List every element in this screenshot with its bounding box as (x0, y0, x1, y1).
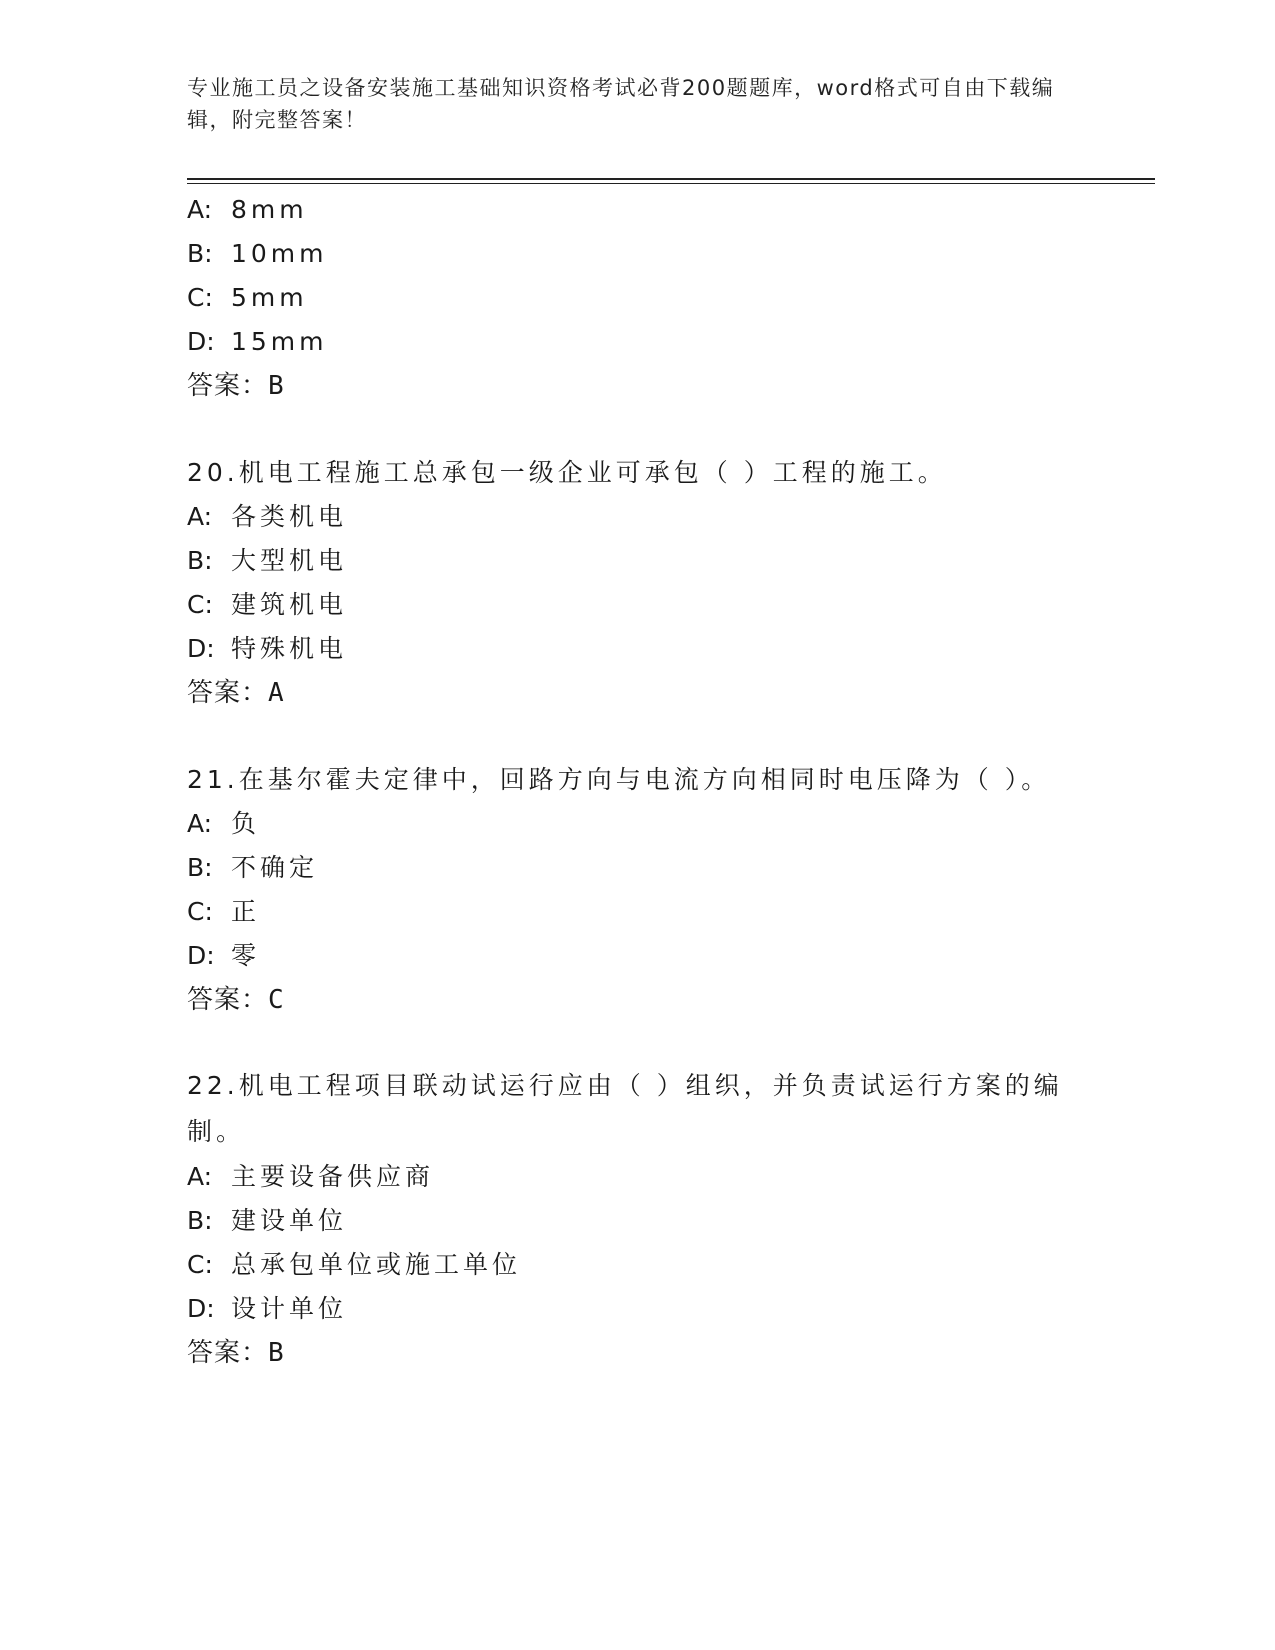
q20-option-b (187, 544, 347, 578)
answer-value: C (268, 985, 285, 1015)
q20-option-a (187, 500, 347, 534)
q22-option-a (187, 1160, 434, 1194)
option-key: B: (187, 239, 213, 268)
q19-option-c (187, 281, 308, 315)
option-text: 正 (231, 897, 261, 926)
option-key: B: (187, 853, 213, 882)
q20-answer (187, 676, 285, 710)
option-text: 15mm (231, 327, 328, 356)
option-text: 不确定 (231, 853, 319, 882)
option-text: 零 (231, 941, 261, 970)
option-key: D: (187, 1294, 215, 1323)
q21-stem: 21.在基尔霍夫定律中，回路方向与电流方向相同时电压降为（ ）。 (187, 765, 1051, 794)
header-divider-thin (187, 183, 1155, 184)
option-text: 5mm (231, 283, 308, 312)
option-key: D: (187, 634, 215, 663)
q22-option-b (187, 1204, 347, 1238)
option-text: 主要设备供应商 (231, 1162, 435, 1191)
option-key: D: (187, 941, 215, 970)
q21-option-c (187, 895, 260, 929)
option-key: A: (187, 195, 213, 224)
answer-label: 答案： (187, 1338, 269, 1368)
option-text: 设计单位 (231, 1294, 348, 1323)
header-divider-thick (187, 178, 1155, 180)
option-key: B: (187, 1206, 213, 1235)
q21-answer (187, 983, 285, 1017)
answer-value: A (268, 678, 285, 708)
q21-option-a (187, 807, 260, 841)
document-header-title: 专业施工员之设备安装施工基础知识资格考试必背200题题库，word格式可自由下载编辑，附完整答案！ (187, 76, 1055, 132)
q20-stem: 20.机电工程施工总承包一级企业可承包（ ）工程的施工。 (187, 458, 947, 487)
option-text: 建筑机电 (231, 590, 348, 619)
q22-option-d (187, 1292, 347, 1326)
option-key: B: (187, 546, 213, 575)
option-key: C: (187, 590, 213, 619)
q20-option-c (187, 588, 347, 622)
answer-value: B (268, 1338, 285, 1368)
q19-answer (187, 369, 285, 403)
option-text: 8mm (231, 195, 308, 224)
option-text: 总承包单位或施工单位 (231, 1250, 522, 1279)
q21-option-d (187, 939, 260, 973)
answer-label: 答案： (187, 371, 269, 401)
q22-stem: 22.机电工程项目联动试运行应由（ ）组织，并负责试运行方案的编制。 (187, 1071, 1063, 1146)
option-key: C: (187, 283, 213, 312)
answer-label: 答案： (187, 678, 269, 708)
q19-option-a (187, 193, 308, 227)
option-text: 各类机电 (231, 502, 348, 531)
answer-value: B (268, 371, 285, 401)
q21-option-b (187, 851, 318, 885)
option-text: 10mm (231, 239, 328, 268)
option-text: 特殊机电 (231, 634, 348, 663)
option-text: 大型机电 (231, 546, 348, 575)
option-text: 负 (231, 809, 261, 838)
answer-label: 答案： (187, 985, 269, 1015)
q22-option-c (187, 1248, 521, 1282)
option-key: C: (187, 1250, 213, 1279)
option-key: C: (187, 897, 213, 926)
option-key: A: (187, 1162, 213, 1191)
option-text: 建设单位 (231, 1206, 348, 1235)
q19-option-d (187, 325, 328, 359)
option-key: D: (187, 327, 215, 356)
q22-answer (187, 1336, 285, 1370)
q19-option-b (187, 237, 328, 271)
option-key: A: (187, 502, 213, 531)
option-key: A: (187, 809, 213, 838)
q20-option-d (187, 632, 347, 666)
